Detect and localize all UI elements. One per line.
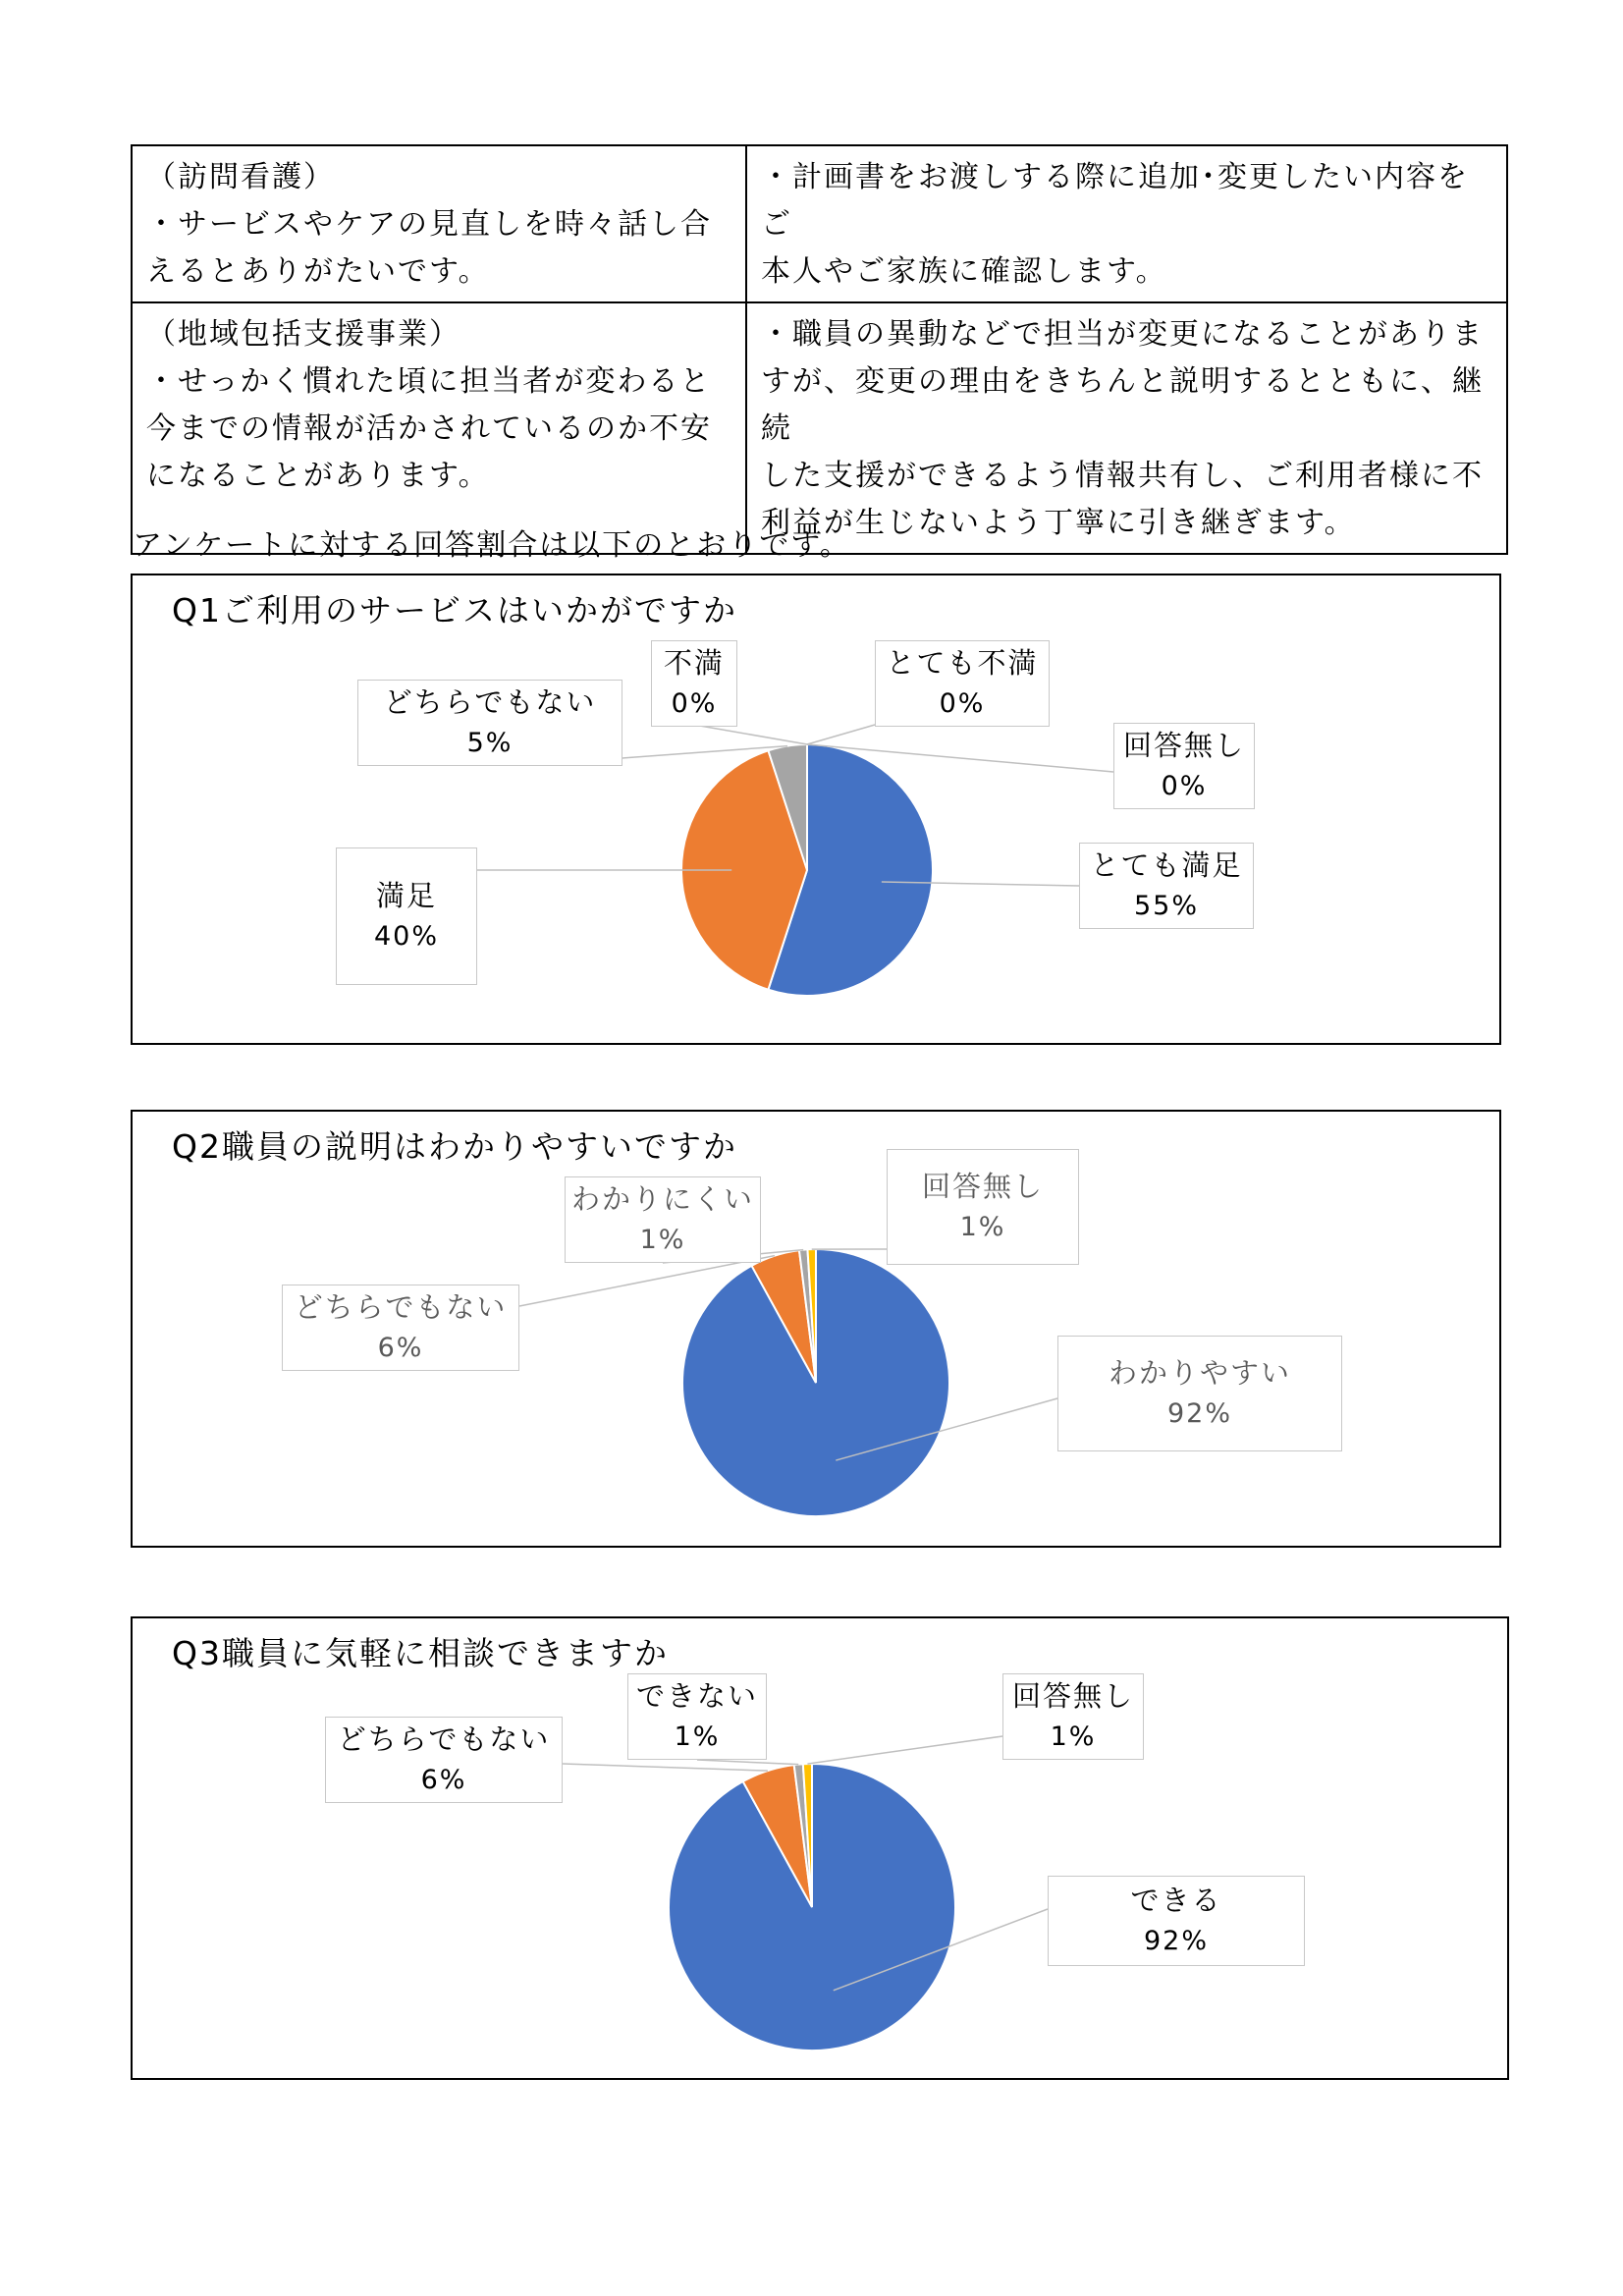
- label-category: わかりやすい: [1108, 1356, 1291, 1390]
- pie-chart-svg: [133, 1618, 1511, 2082]
- data-label-kaitounashi: [1002, 1673, 1144, 1760]
- leader-line-2: [697, 1760, 798, 1765]
- label-category: できない: [635, 1679, 758, 1713]
- chart-title: Q3職員に気軽に相談できますか: [172, 1634, 669, 1672]
- data-label-totemo-fuman: [875, 640, 1050, 727]
- chart-q3: [131, 1616, 1509, 2080]
- cell-line: ・職員の異動などで担当が変更になることがありま: [761, 317, 1484, 352]
- label-category: 満足: [375, 879, 437, 912]
- leader-line-1: [563, 1764, 768, 1771]
- label-percent: 1%: [639, 1225, 686, 1255]
- data-label-kaitounashi: [1113, 723, 1255, 809]
- table-row: [132, 302, 1507, 554]
- label-percent: 92%: [1143, 1926, 1209, 1956]
- label-percent: 0%: [1161, 771, 1208, 801]
- data-label-fuman: [651, 640, 737, 727]
- cell-line: ・せっかく慣れた頃に担当者が変わると: [146, 364, 712, 399]
- label-percent: 6%: [377, 1333, 424, 1363]
- data-label-dochirademonai: [357, 680, 622, 766]
- data-label-totemo-manzoku: [1079, 843, 1254, 929]
- label-category: どちらでもない: [337, 1722, 551, 1756]
- label-percent: 1%: [1050, 1722, 1097, 1752]
- data-label-dekinai: [627, 1673, 767, 1760]
- chart-q1: [131, 574, 1501, 1045]
- leader-line-4: [807, 725, 875, 744]
- table-cell-response: [746, 302, 1507, 554]
- label-category: とても不満: [886, 646, 1039, 680]
- label-percent: 6%: [420, 1765, 467, 1795]
- cell-line: になることがあります。: [146, 459, 490, 493]
- data-label-wakariyasui: [1057, 1336, 1342, 1451]
- data-label-kaitounashi: [887, 1149, 1079, 1265]
- label-percent: 0%: [671, 688, 718, 719]
- label-category: できる: [1130, 1884, 1222, 1917]
- label-category: わかりにくい: [570, 1182, 754, 1216]
- table-cell-comment: [132, 302, 746, 554]
- label-percent: 0%: [939, 688, 986, 719]
- cell-line: した支援ができるよう情報共有し、ご利用者様に不: [761, 459, 1484, 493]
- data-label-dochirademonai: [325, 1717, 563, 1803]
- label-category: 不満: [663, 646, 725, 680]
- cell-line: 本人やご家族に確認します。: [761, 254, 1167, 289]
- cell-line: 今までの情報が活かされているのか不安: [146, 411, 712, 446]
- label-category: 回答無し: [1122, 729, 1245, 762]
- cell-line: 利益が生じないよう丁寧に引き継ぎます。: [761, 506, 1356, 540]
- leader-line-3: [807, 1736, 1002, 1764]
- data-label-manzoku: [336, 847, 477, 985]
- data-label-dekiru: [1048, 1876, 1305, 1966]
- chart-title: Q1ご利用のサービスはいかがですか: [172, 591, 737, 629]
- data-label-dochirademonai: [282, 1285, 519, 1371]
- cell-line: ・サービスやケアの見直しを時々話し合: [146, 207, 712, 242]
- cell-line: ・計画書をお渡しする際に追加･変更したい内容をご: [761, 160, 1469, 242]
- label-percent: 5%: [466, 728, 514, 758]
- chart-title: Q2職員の説明はわかりやすいですか: [172, 1127, 737, 1166]
- label-percent: 1%: [959, 1212, 1006, 1242]
- label-percent: 55%: [1133, 891, 1199, 921]
- cell-line: えるとありがたいです。: [146, 254, 490, 289]
- label-category: どちらでもない: [383, 685, 597, 719]
- pie-slices: [682, 1249, 949, 1516]
- pie-slices: [669, 1764, 955, 2050]
- chart-q2: [131, 1110, 1501, 1548]
- table-cell-response: [746, 145, 1507, 302]
- intro-text: アンケートに対する回答割合は以下のとおりです。: [133, 528, 851, 563]
- table-cell-comment: [132, 145, 746, 302]
- data-label-wakarinikui: [565, 1176, 761, 1263]
- label-category: 回答無し: [921, 1170, 1044, 1203]
- cell-line: すが、変更の理由をきちんと説明するとともに、継続: [761, 364, 1484, 446]
- feedback-table: [131, 144, 1508, 555]
- cell-line: （訪問看護）: [146, 160, 335, 194]
- table-row: [132, 145, 1507, 302]
- label-percent: 92%: [1166, 1398, 1232, 1429]
- label-category: どちらでもない: [294, 1290, 508, 1324]
- label-percent: 40%: [373, 921, 439, 952]
- label-category: とても満足: [1090, 848, 1243, 882]
- label-percent: 1%: [674, 1722, 721, 1752]
- cell-line: （地域包括支援事業）: [146, 317, 460, 352]
- label-category: 回答無し: [1011, 1679, 1134, 1713]
- leader-line-3: [694, 725, 807, 744]
